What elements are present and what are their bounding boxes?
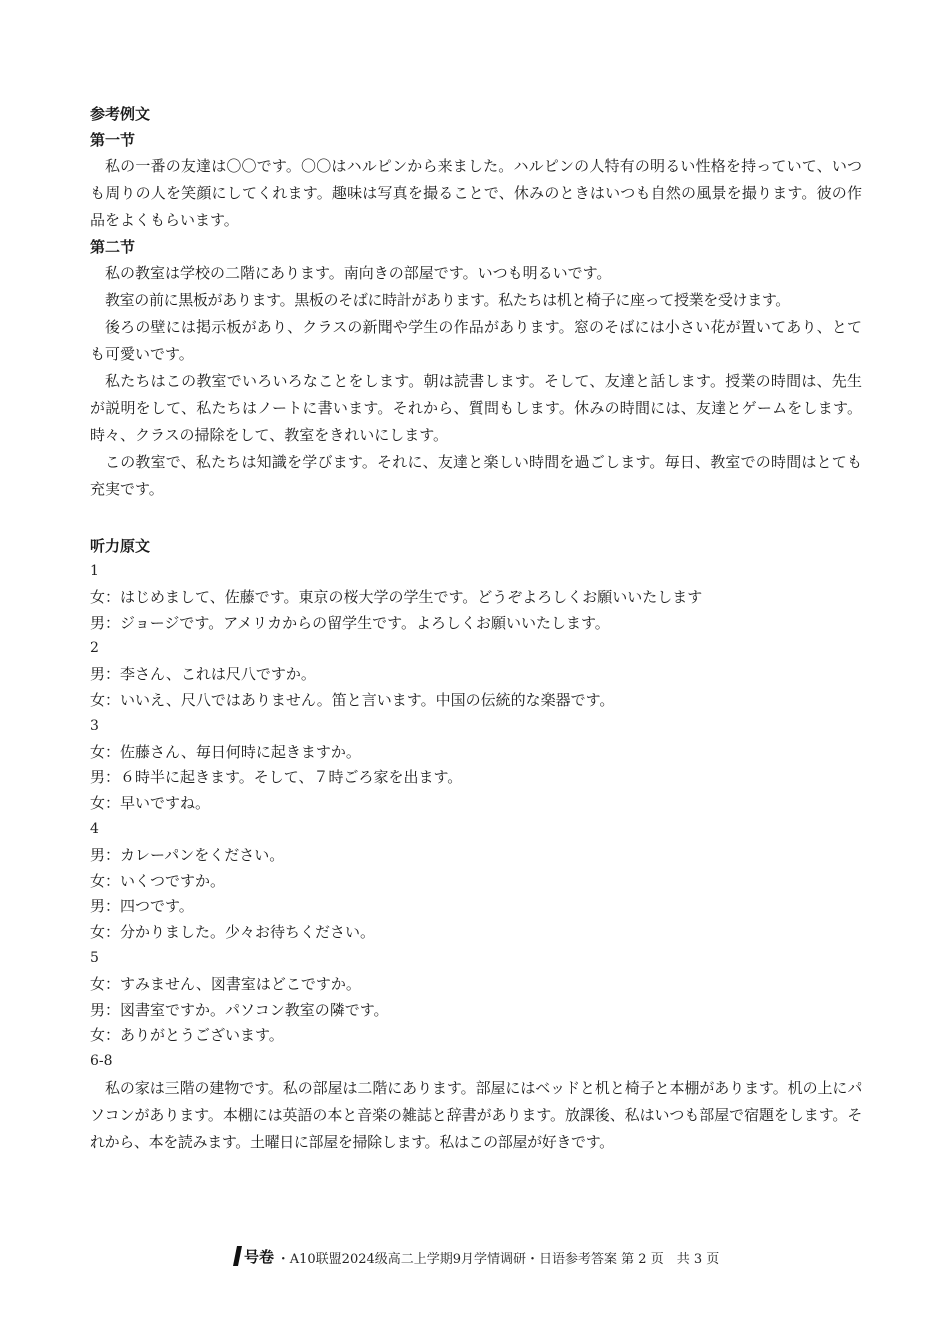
section2-paragraph-3: 後ろの壁には掲示板があり、クラスの新聞や学生の作品があります。窓のそばには小さい花が置いてあり、とても可愛いです。 (90, 318, 862, 363)
footer-text: ・A10联盟2024级高二上学期9月学情调研・日语参考答案 第 2 页 共 3 页 (276, 1252, 720, 1267)
dialogue-line: 男：李さん、これは尺八ですか。 (90, 665, 316, 684)
dialogue-line: 男：図書室ですか。パソコン教室の隣です。 (90, 1000, 389, 1019)
section2-paragraph-5: この教室で、私たちは知識を学びます。それに、友達と楽しい時間を過ごします。毎日、教室での時間はとても充実です。 (90, 453, 862, 498)
logo-icon (231, 1244, 275, 1275)
essay-title: 参考例文 (90, 105, 151, 123)
dialogue-line: 男：６時半に起きます。そして、７時ごろ家を出ます。 (90, 768, 463, 787)
page-footer (0, 1244, 950, 1275)
answer-page (90, 101, 862, 1156)
section2-paragraph-2: 教室の前に黒板があります。黒板のそばに時計があります。私たちは机と椅子に座って授業を受けます。 (105, 291, 790, 309)
dialogue-line: 女：いいえ、尺八ではありません。笛と言います。中国の伝統的な楽器です。 (90, 690, 615, 709)
section2-paragraph-1: 私の教室は学校の二階にあります。南向きの部屋です。いつも明るいです。 (105, 264, 612, 282)
listening-title: 听力原文 (90, 537, 151, 555)
dialogue-line: 男：ジョージです。アメリカからの留学生です。よろしくお願いいたします。 (90, 613, 610, 632)
question-number-5: 5 (90, 949, 99, 966)
dialogue-line: 男：カレーパンをください。 (90, 845, 285, 864)
monologue-paragraph: 私の家は三階の建物です。私の部屋は二階にあります。部屋にはベッドと机と椅子と本棚があります。机の上にパソコンがあります。本棚には英語の本と音楽の雑誌と辞書があります。放課後、私はいつも部屋で宿題をします。それから、本を読みます。土曜日に部屋を掃除します。私はこの部屋が好きです。 (90, 1078, 862, 1151)
section2-paragraph-4: 私たちはこの教室でいろいろなことをします。朝は読書します。そして、友達と話します。授業の時間は、先生が説明をして、私たちはノートに書います。それから、質問もします。休みの時間には、友達とゲームをします。時々、クラスの掃除をして、教室をきれいにします。 (90, 372, 862, 444)
question-number-1: 1 (90, 563, 99, 579)
section1-paragraph: 私の一番の友達は〇〇です。〇〇はハルピンから来ました。ハルピンの人特有の明るい性格を持っていて、いつも周りの人を笑顔にしてくれます。趣味は写真を撮ることで、休みのときはいつも自然の風景を撮ります。彼の作品をよくもらいます。 (90, 157, 862, 229)
section-spacer (90, 503, 862, 533)
svg-text:号卷: 号卷 (243, 1248, 274, 1266)
dialogue-line: 女：分かりました。少々お待ちください。 (90, 923, 376, 942)
section1-heading: 第一节 (90, 131, 136, 149)
dialogue-line: 女：すみません、図書室はどこですか。 (90, 974, 361, 993)
dialogue-line: 女：はじめまして、佐藤です。東京の桜大学の学生です。どうぞよろしくお願いいたします (90, 587, 703, 606)
section2-heading: 第二节 (90, 238, 136, 256)
dialogue-line: 女：ありがとうございます。 (90, 1026, 284, 1045)
dialogue-line: 女：早いですね。 (90, 794, 211, 813)
dialogue-line: 男：四つです。 (90, 897, 194, 916)
question-number-3: 3 (90, 717, 99, 734)
question-number-4: 4 (90, 820, 99, 837)
dialogue-line: 女：佐藤さん、毎日何時に起きますか。 (90, 742, 361, 761)
dialogue-line: 女：いくつですか。 (90, 871, 226, 890)
question-number-2: 2 (90, 640, 99, 657)
question-number-6-8: 6-8 (90, 1053, 113, 1070)
